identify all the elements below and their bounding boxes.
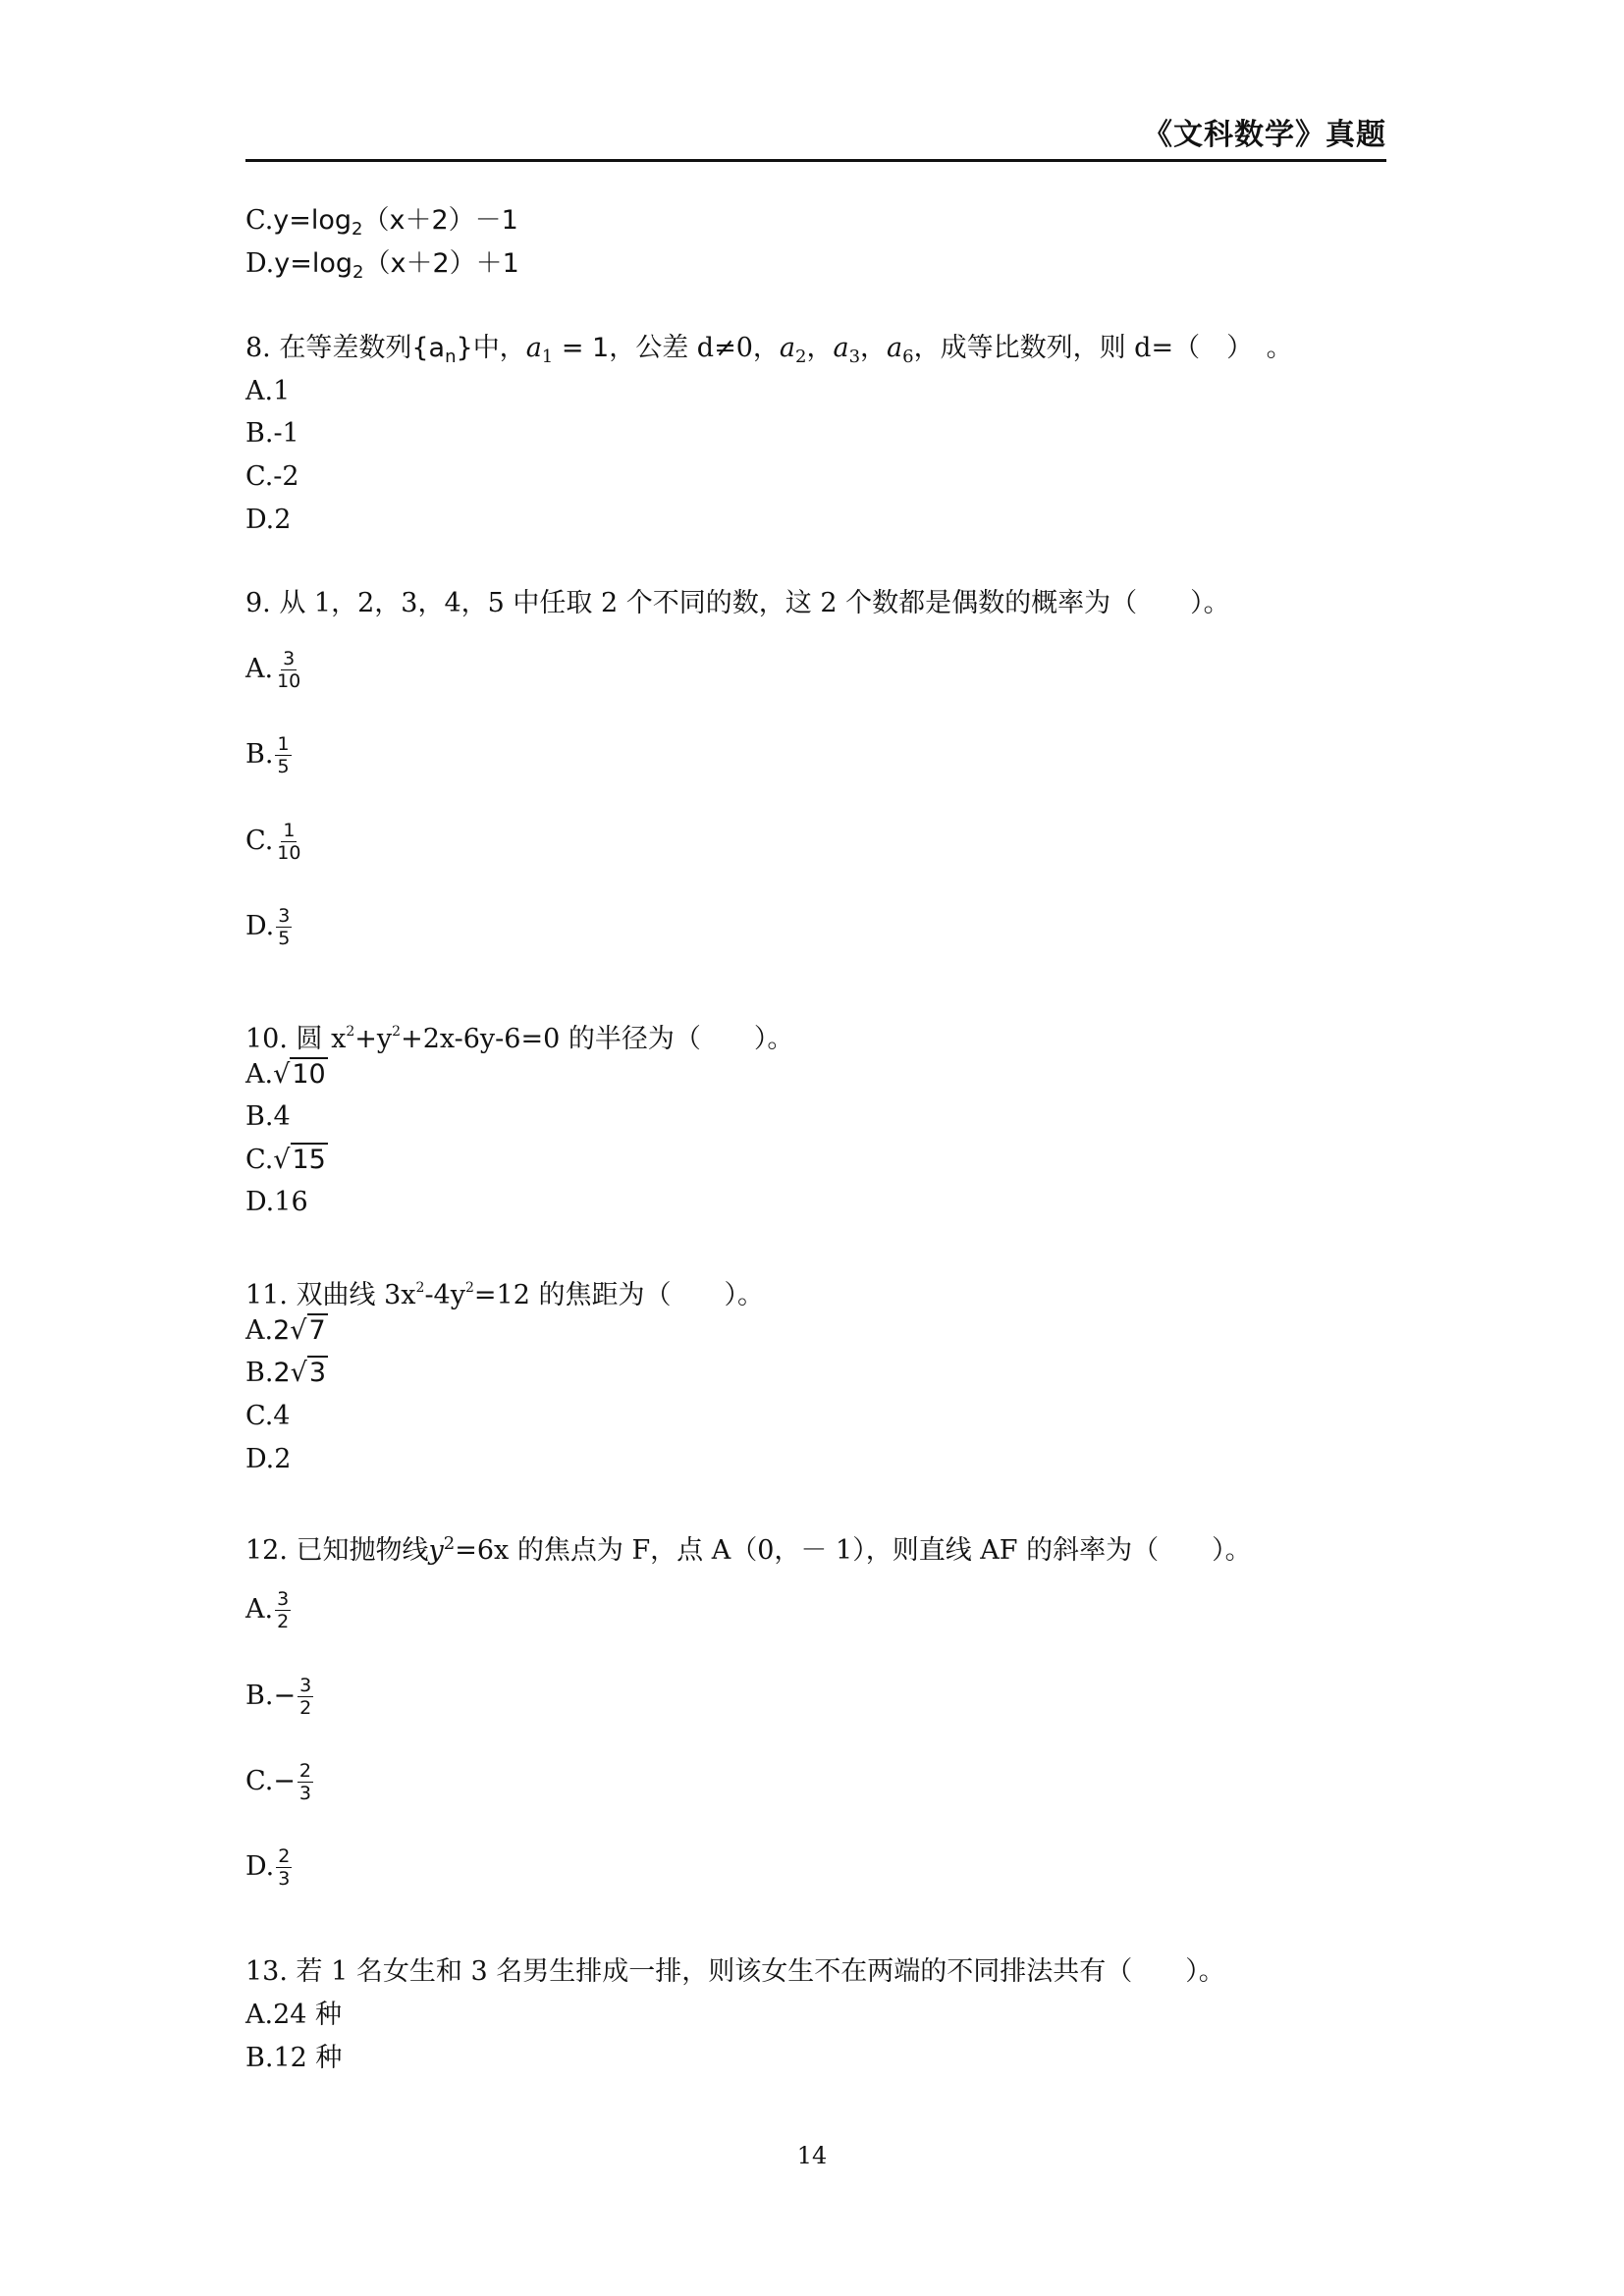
stem-text: 10. 圆 x: [245, 1024, 347, 1054]
fraction: [298, 1675, 313, 1719]
sequence-symbol: [411, 333, 473, 367]
q12-option-a: [245, 1588, 291, 1632]
log-base: 2: [352, 219, 363, 240]
option-label: D.: [245, 1444, 275, 1474]
seq-sub: n: [445, 347, 457, 367]
q8-option-a: [245, 375, 290, 408]
q10-option-a: [245, 1058, 328, 1092]
log-base: 2: [352, 262, 364, 283]
numerator: 3: [278, 905, 291, 927]
stem-text: =6x 的焦点为 F，点 A（0，－ 1），则直线 AF 的斜率为（ ）。: [455, 1535, 1252, 1566]
q10-option-d: [245, 1186, 308, 1219]
q12-option-d: [245, 1845, 292, 1890]
q8-option-d: [245, 504, 291, 537]
radicand: 7: [308, 1315, 326, 1346]
option-label: B.: [245, 1101, 274, 1132]
q12-stem: [245, 1527, 1252, 1568]
option-label: B.: [245, 2043, 274, 2073]
q7-option-c: [245, 204, 518, 246]
option-value: 12 种: [273, 2043, 343, 2073]
option-value: 24 种: [273, 2000, 343, 2030]
q11-option-c: [245, 1400, 290, 1433]
option-label: C.: [245, 1145, 274, 1175]
log-argument: （x＋2）＋1: [363, 248, 519, 279]
radicand: 15: [292, 1145, 326, 1175]
denominator: 5: [278, 928, 291, 949]
sqrt-icon: √10: [273, 1059, 326, 1090]
option-label: A.: [245, 1059, 274, 1090]
option-label: C.: [245, 1401, 274, 1431]
page-number: 14: [796, 2142, 828, 2169]
option-text: [274, 248, 519, 283]
stem-text: +2x-6y-6=0 的半径为（ ）。: [401, 1024, 794, 1054]
stem-text: 11. 双曲线 3x: [245, 1280, 416, 1310]
option-value: 16: [274, 1187, 308, 1217]
fraction: [275, 1588, 291, 1632]
numerator: 3: [277, 1588, 290, 1610]
sqrt-icon: √7: [290, 1315, 326, 1346]
seq-open: {a: [411, 333, 446, 363]
option-value: 4: [273, 1101, 291, 1132]
fraction: [276, 905, 292, 949]
q10-option-b: [245, 1100, 291, 1134]
q10-stem: [245, 1015, 793, 1056]
option-label: A.: [245, 376, 274, 406]
radicand: 10: [292, 1059, 326, 1090]
log-text: y=log: [273, 205, 352, 236]
q8-option-b: [245, 417, 299, 451]
fraction: [275, 820, 302, 864]
term-a1: a: [525, 333, 542, 363]
option-label: D.: [245, 505, 275, 535]
denominator: 2: [299, 1697, 312, 1719]
stem-text: 8. 在等差数列: [245, 333, 412, 363]
fraction: [298, 1760, 313, 1804]
coefficient: 2: [273, 1315, 291, 1346]
denominator: 2: [277, 1611, 290, 1632]
fraction: [275, 648, 302, 692]
separator: ，: [806, 333, 834, 363]
q12-option-c: [245, 1760, 313, 1804]
option-label: C.: [245, 205, 274, 236]
exponent: 2: [346, 1024, 355, 1040]
q12-option-b: [245, 1675, 313, 1719]
q8-stem: [245, 332, 1293, 374]
coefficient: 2: [273, 1358, 291, 1388]
sqrt-icon: √3: [290, 1358, 327, 1388]
q11-stem: [245, 1271, 764, 1312]
q8-option-c: [245, 460, 299, 494]
q11-option-a: [245, 1314, 328, 1348]
denominator: 10: [277, 670, 301, 692]
stem-text: 12. 已知抛物线: [245, 1535, 429, 1566]
q9-option-b: [245, 733, 292, 777]
term-sub: 1: [541, 347, 554, 367]
option-label: A.: [245, 654, 274, 684]
option-label: D.: [245, 1187, 275, 1217]
option-label: A.: [245, 2000, 274, 2030]
stem-text: +y: [354, 1024, 393, 1054]
separator: ，: [860, 333, 888, 363]
page-header: [245, 108, 1386, 162]
option-label: C.: [245, 826, 274, 856]
term-a3: a: [833, 333, 849, 363]
header-title: 《文科数学》真题: [1143, 118, 1386, 152]
term-value: = 1: [553, 333, 610, 363]
q10-option-c: [245, 1144, 328, 1177]
term-a2: a: [779, 333, 795, 363]
option-label: D.: [245, 1851, 275, 1882]
option-label: D.: [245, 248, 275, 279]
denominator: 10: [277, 842, 301, 864]
stem-text: =12 的焦距为（ ）。: [473, 1280, 764, 1310]
option-label: B.: [245, 418, 274, 449]
log-text: y=log: [274, 248, 353, 279]
log-argument: （x＋2）－1: [362, 205, 518, 236]
q13-stem: 13. 若 1 名女生和 3 名男生排成一排，则该女生不在两端的不同排法共有（ ）。: [245, 1956, 1225, 1987]
option-label: C.: [245, 461, 274, 492]
variable: y: [428, 1535, 444, 1566]
numerator: 3: [283, 648, 296, 669]
option-text: [273, 205, 518, 240]
stem-text: ，成等比数列，则 d=（ ） 。: [913, 333, 1293, 363]
fraction: [275, 733, 291, 777]
stem-text: 中，: [472, 333, 526, 363]
option-value: 4: [273, 1401, 291, 1431]
option-value: 1: [273, 376, 291, 406]
exponent: 2: [392, 1024, 402, 1040]
q9-option-d: [245, 905, 292, 949]
exponent: 2: [415, 1280, 425, 1296]
denominator: 3: [278, 1868, 291, 1890]
q13-option-a: [245, 1999, 342, 2032]
numerator: 3: [299, 1675, 312, 1696]
numerator: 1: [277, 733, 290, 755]
option-label: D.: [245, 911, 275, 941]
stem-text: ，公差 d≠0，: [609, 333, 780, 363]
fraction: [276, 1845, 292, 1890]
numerator: 1: [283, 820, 296, 841]
numerator: 2: [298, 1760, 311, 1782]
exponent: 2: [443, 1533, 456, 1554]
term-sub: 6: [902, 347, 914, 367]
q9-stem: 9. 从 1，2，3，4，5 中任取 2 个不同的数，这 2 个数都是偶数的概率为（ ）。: [245, 588, 1230, 618]
q9-option-c: [245, 820, 302, 864]
option-label: B.: [245, 1358, 274, 1388]
sign: −: [273, 1681, 297, 1711]
term-a6: a: [887, 333, 903, 363]
option-label: A.: [245, 1315, 274, 1346]
denominator: 5: [277, 756, 290, 777]
option-label: B.: [245, 1681, 274, 1711]
sign: −: [273, 1766, 296, 1796]
seq-close: }: [456, 333, 473, 363]
radicand: 3: [308, 1358, 327, 1388]
term-sub: 3: [848, 347, 861, 367]
term-sub: 2: [795, 347, 807, 367]
q9-option-a: [245, 648, 302, 692]
option-label: C.: [245, 1766, 274, 1796]
option-label: A.: [245, 1594, 274, 1625]
option-label: B.: [245, 739, 274, 770]
q7-option-d: [245, 247, 519, 290]
exponent: 2: [465, 1280, 474, 1296]
option-value: 2: [274, 505, 292, 535]
option-value: 2: [274, 1444, 292, 1474]
option-value: -1: [273, 418, 299, 449]
option-value: -2: [273, 461, 299, 492]
q11-option-d: [245, 1443, 291, 1476]
denominator: 3: [298, 1783, 311, 1804]
sqrt-icon: √15: [273, 1145, 326, 1175]
q13-option-b: [245, 2042, 342, 2075]
numerator: 2: [278, 1845, 291, 1867]
q11-option-b: [245, 1357, 328, 1390]
stem-text: -4y: [424, 1280, 465, 1310]
